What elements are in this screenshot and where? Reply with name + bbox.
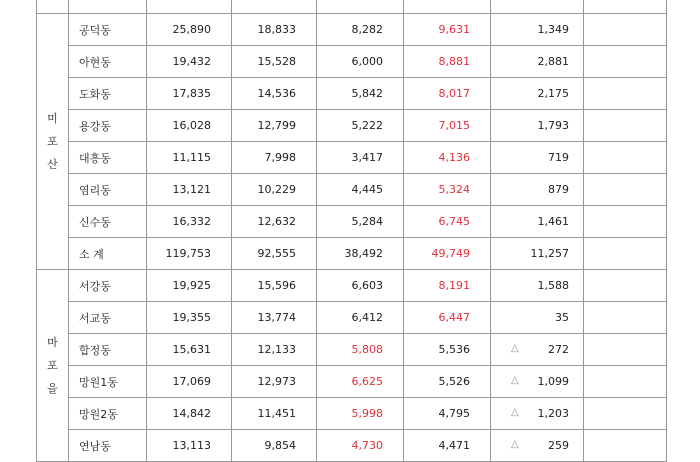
value-cell — [317, 174, 404, 206]
dong-name-text: 공덕동 — [79, 23, 111, 37]
difference-cell — [491, 174, 584, 206]
header-cell — [491, 0, 584, 14]
table-row — [37, 174, 667, 206]
value-cell — [147, 14, 232, 46]
header-cell — [584, 0, 667, 14]
value-cell-text: 8,191 — [438, 279, 470, 292]
dong-name — [69, 174, 147, 206]
value-cell — [317, 430, 404, 462]
difference-cell-text: 2,881 — [537, 55, 569, 68]
value-cell-text: 8,017 — [438, 87, 470, 100]
value-cell-text: 3,417 — [351, 151, 383, 164]
dong-name-text: 신수동 — [79, 215, 111, 229]
value-cell — [404, 334, 491, 366]
value-cell-text: 19,925 — [172, 279, 211, 292]
value-cell — [317, 334, 404, 366]
negative-triangle-icon: △ — [511, 343, 519, 354]
value-cell — [232, 78, 317, 110]
remarks-cell — [584, 398, 667, 430]
table-row — [37, 78, 667, 110]
value-cell — [404, 270, 491, 302]
value-cell — [232, 110, 317, 142]
value-cell — [404, 78, 491, 110]
value-cell — [317, 398, 404, 430]
remarks-cell — [584, 302, 667, 334]
dong-name — [69, 430, 147, 462]
value-cell — [232, 366, 317, 398]
value-cell — [147, 206, 232, 238]
value-cell-text: 10,229 — [257, 183, 296, 196]
dong-name — [69, 14, 147, 46]
value-cell — [317, 270, 404, 302]
value-cell-text: 15,596 — [257, 279, 296, 292]
table-row — [37, 46, 667, 78]
value-cell — [404, 366, 491, 398]
dong-name — [69, 238, 147, 270]
dong-name — [69, 46, 147, 78]
value-cell-text: 12,632 — [257, 215, 296, 228]
dong-name-text: 도화동 — [79, 87, 111, 101]
value-cell-text: 5,536 — [438, 343, 470, 356]
value-cell — [147, 238, 232, 270]
value-cell — [317, 142, 404, 174]
value-cell-text: 92,555 — [257, 247, 296, 260]
value-cell — [317, 206, 404, 238]
value-cell — [232, 334, 317, 366]
remarks-cell — [584, 238, 667, 270]
value-cell-text: 18,833 — [257, 23, 296, 36]
table-row — [37, 238, 667, 270]
value-cell — [404, 14, 491, 46]
value-cell-text: 5,526 — [438, 375, 470, 388]
value-cell-text: 11,451 — [257, 407, 296, 420]
value-cell — [404, 174, 491, 206]
value-cell — [147, 366, 232, 398]
value-cell-text: 11,115 — [172, 151, 211, 164]
difference-cell-text: 1,461 — [537, 215, 569, 228]
value-cell-text: 6,603 — [351, 279, 383, 292]
value-cell-text: 13,113 — [172, 439, 211, 452]
value-cell — [147, 78, 232, 110]
value-cell-text: 5,284 — [351, 215, 383, 228]
dong-name — [69, 270, 147, 302]
negative-triangle-icon: △ — [511, 439, 519, 450]
value-cell-text: 4,136 — [438, 151, 470, 164]
dong-name — [69, 206, 147, 238]
difference-cell-text: 35 — [555, 311, 569, 324]
vote-count-table — [36, 0, 667, 462]
value-cell — [317, 14, 404, 46]
value-cell — [404, 430, 491, 462]
negative-triangle-icon: △ — [511, 375, 519, 386]
remarks-cell — [584, 110, 667, 142]
value-cell-text: 12,133 — [257, 343, 296, 356]
value-cell-text: 119,753 — [165, 247, 211, 260]
value-cell — [232, 46, 317, 78]
value-cell-text: 14,536 — [257, 87, 296, 100]
value-cell — [317, 302, 404, 334]
value-cell-text: 14,842 — [172, 407, 211, 420]
remarks-cell — [584, 174, 667, 206]
table-row — [37, 270, 667, 302]
remarks-cell — [584, 14, 667, 46]
dong-name-text: 서교동 — [79, 311, 111, 325]
value-cell — [404, 206, 491, 238]
dong-name-text: 망원1동 — [79, 375, 118, 389]
value-cell — [317, 110, 404, 142]
difference-cell-text: 1,793 — [537, 119, 569, 132]
value-cell-text: 6,000 — [351, 55, 383, 68]
header-cell — [69, 0, 147, 14]
value-cell — [404, 398, 491, 430]
value-cell-text: 7,998 — [264, 151, 296, 164]
difference-cell-text: 1,588 — [537, 279, 569, 292]
value-cell — [404, 142, 491, 174]
value-cell — [147, 334, 232, 366]
remarks-cell — [584, 270, 667, 302]
value-cell — [317, 46, 404, 78]
remarks-cell — [584, 46, 667, 78]
dong-name — [69, 334, 147, 366]
remarks-cell — [584, 206, 667, 238]
value-cell — [232, 142, 317, 174]
header-cell — [147, 0, 232, 14]
value-cell — [232, 398, 317, 430]
value-cell — [232, 270, 317, 302]
header-cell — [37, 0, 69, 14]
value-cell-text: 19,355 — [172, 311, 211, 324]
value-cell-text: 17,835 — [172, 87, 211, 100]
value-cell — [404, 110, 491, 142]
value-cell-text: 7,015 — [438, 119, 470, 132]
value-cell — [317, 238, 404, 270]
value-cell-text: 15,528 — [257, 55, 296, 68]
difference-cell-text: 11,257 — [530, 247, 569, 260]
difference-cell — [491, 110, 584, 142]
value-cell-text: 15,631 — [172, 343, 211, 356]
value-cell-text: 4,471 — [438, 439, 470, 452]
value-cell — [232, 14, 317, 46]
header-cell — [232, 0, 317, 14]
difference-cell — [491, 398, 584, 430]
dong-name-text: 서강동 — [79, 279, 111, 293]
remarks-cell — [584, 78, 667, 110]
value-cell — [147, 174, 232, 206]
value-cell-text: 12,799 — [257, 119, 296, 132]
table-row — [37, 334, 667, 366]
difference-cell — [491, 238, 584, 270]
difference-cell — [491, 46, 584, 78]
value-cell — [404, 302, 491, 334]
value-cell — [147, 430, 232, 462]
difference-cell — [491, 270, 584, 302]
remarks-cell — [584, 334, 667, 366]
difference-cell-text: 1,099 — [537, 375, 569, 388]
dong-name-text: 소 계 — [79, 247, 104, 261]
header-cell — [317, 0, 404, 14]
value-cell-text: 25,890 — [172, 23, 211, 36]
value-cell-text: 5,842 — [351, 87, 383, 100]
value-cell — [147, 46, 232, 78]
negative-triangle-icon: △ — [511, 407, 519, 418]
table-row — [37, 302, 667, 334]
value-cell — [232, 238, 317, 270]
dong-name — [69, 302, 147, 334]
value-cell-text: 38,492 — [344, 247, 383, 260]
value-cell-text: 5,998 — [351, 407, 383, 420]
difference-cell — [491, 430, 584, 462]
value-cell-text: 6,412 — [351, 311, 383, 324]
table-row — [37, 206, 667, 238]
table-row — [37, 110, 667, 142]
value-cell — [404, 46, 491, 78]
value-cell — [232, 302, 317, 334]
value-cell — [317, 366, 404, 398]
value-cell-text: 49,749 — [431, 247, 470, 260]
value-cell — [147, 142, 232, 174]
dong-name-text: 대흥동 — [79, 151, 111, 165]
value-cell-text: 12,973 — [257, 375, 296, 388]
difference-cell — [491, 14, 584, 46]
difference-cell-text: 719 — [548, 151, 569, 164]
dong-name — [69, 366, 147, 398]
difference-cell-text: 272 — [548, 343, 569, 356]
value-cell-text: 9,854 — [264, 439, 296, 452]
value-cell — [147, 302, 232, 334]
difference-cell-text: 2,175 — [537, 87, 569, 100]
value-cell — [232, 430, 317, 462]
value-cell-text: 17,069 — [172, 375, 211, 388]
value-cell-text: 9,631 — [438, 23, 470, 36]
difference-cell — [491, 334, 584, 366]
table-row — [37, 142, 667, 174]
dong-name — [69, 398, 147, 430]
value-cell — [147, 110, 232, 142]
value-cell — [317, 78, 404, 110]
value-cell-text: 8,881 — [438, 55, 470, 68]
dong-name — [69, 78, 147, 110]
table-row — [37, 366, 667, 398]
remarks-cell — [584, 430, 667, 462]
difference-cell-text: 879 — [548, 183, 569, 196]
table-row — [37, 430, 667, 462]
value-cell-text: 4,445 — [351, 183, 383, 196]
dong-name-text: 염리동 — [79, 183, 111, 197]
table-row — [37, 398, 667, 430]
value-cell — [232, 174, 317, 206]
dong-name-text: 용강동 — [79, 119, 111, 133]
value-cell-text: 6,625 — [351, 375, 383, 388]
value-cell — [232, 206, 317, 238]
value-cell — [147, 270, 232, 302]
district-label: 미 포 산 — [37, 14, 69, 270]
difference-cell-text: 1,349 — [537, 23, 569, 36]
dong-name-text: 아현동 — [79, 55, 111, 69]
difference-cell — [491, 366, 584, 398]
dong-name-text: 망원2동 — [79, 407, 118, 421]
value-cell-text: 16,332 — [172, 215, 211, 228]
value-cell-text: 13,121 — [172, 183, 211, 196]
difference-cell — [491, 206, 584, 238]
difference-cell — [491, 302, 584, 334]
table-row — [37, 14, 667, 46]
value-cell-text: 5,222 — [351, 119, 383, 132]
value-cell-text: 6,447 — [438, 311, 470, 324]
value-cell-text: 8,282 — [351, 23, 383, 36]
remarks-cell — [584, 142, 667, 174]
difference-cell — [491, 78, 584, 110]
value-cell — [147, 398, 232, 430]
value-cell-text: 4,730 — [351, 439, 383, 452]
value-cell — [404, 238, 491, 270]
difference-cell-text: 259 — [548, 439, 569, 452]
value-cell-text: 6,745 — [438, 215, 470, 228]
dong-name — [69, 110, 147, 142]
difference-cell-text: 1,203 — [537, 407, 569, 420]
dong-name-text: 연남동 — [79, 439, 111, 453]
remarks-cell — [584, 366, 667, 398]
header-row-partial — [37, 0, 667, 14]
dong-name-text: 합정동 — [79, 343, 111, 357]
difference-cell — [491, 142, 584, 174]
value-cell-text: 5,324 — [438, 183, 470, 196]
value-cell-text: 13,774 — [257, 311, 296, 324]
value-cell-text: 5,808 — [351, 343, 383, 356]
header-cell — [404, 0, 491, 14]
value-cell-text: 16,028 — [172, 119, 211, 132]
value-cell-text: 4,795 — [438, 407, 470, 420]
value-cell-text: 19,432 — [172, 55, 211, 68]
dong-name — [69, 142, 147, 174]
district-label: 마 포 을 — [37, 270, 69, 462]
